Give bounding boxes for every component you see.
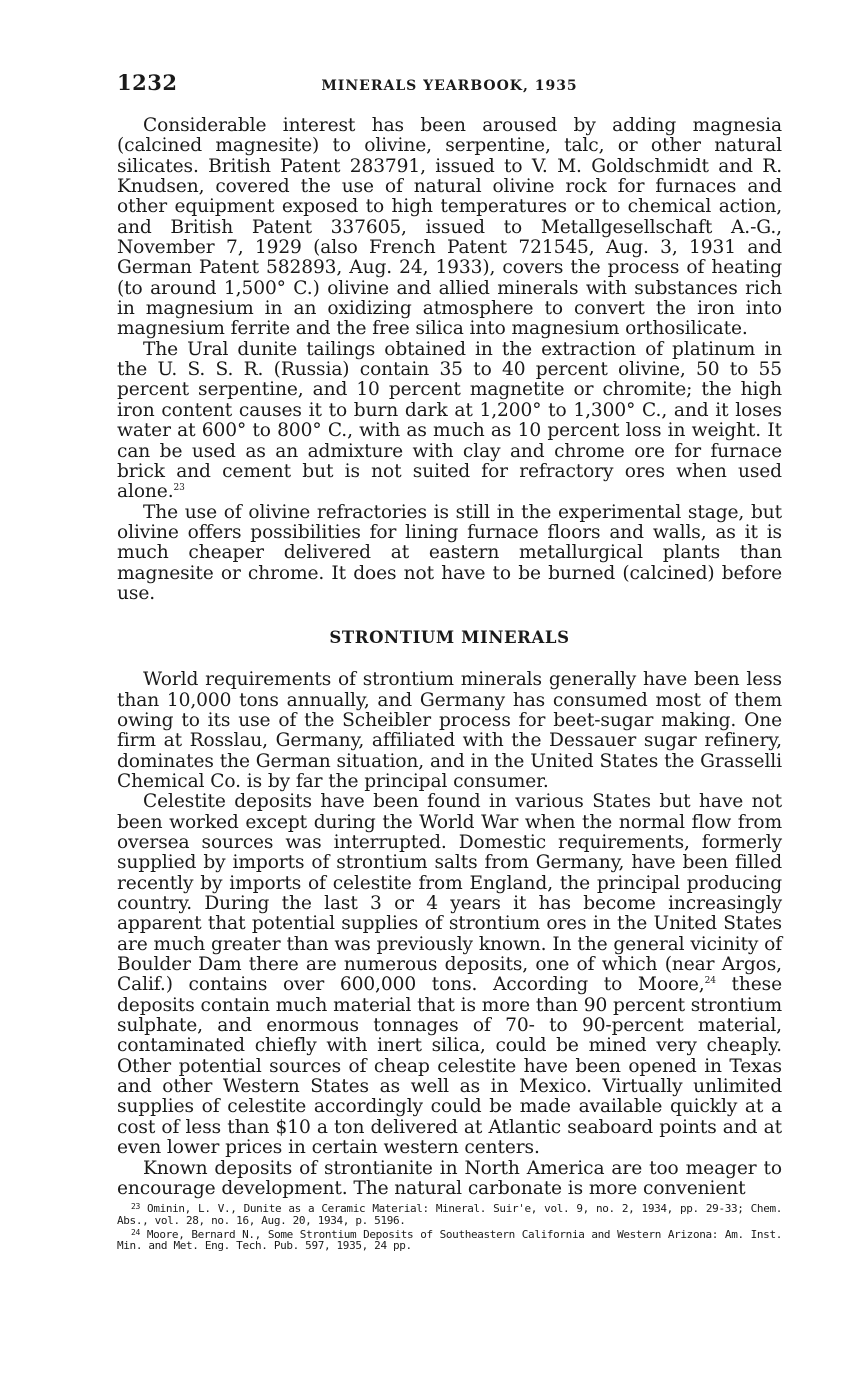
paragraph-magnesia-patents: Considerable interest has been aroused by adding magnesia (calcined magnesite) to olivine, serpentine, talc, or other natural silicates. British Patent 283791, issued to V. M. Goldschmidt and R. Knudsen, covered the use of natural olivine rock for furnaces and other equipment exposed to high temperatures or to chemical action, and British Patent 337605, issued to Metallgesellschaft A.-G., November 7, 1929 (also French Patent 721545, Aug. 3, 1931 and German Patent 582893, Aug. 24, 1933), covers the process of heating (to around 1,500° C.) olivine and allied minerals with substances rich in magnesium in an oxidizing atmosphere to convert the iron into magnesium ferrite and the free silica into magnesium orthosilicate. — [117, 115, 782, 340]
paragraph-celestite-text-a: Celestite deposits have been found in various States but have not been worked except during the World War when the normal flow from oversea sources was interrupted. Domestic requirements, formerly supplied by imports of strontium salts from Germany, have been filled recently by imports of celestite from England, the principal producing country. During the last 3 or 4 years it has become increasingly apparent that potential supplies of strontium ores in the United States are much greater than was previously known. In the general vicinity of Boulder Dam there are numerous deposits, one of which (near Argos, Calif.) contains over 600,000 tons. According to Moore, — [117, 791, 782, 996]
body-text — [117, 116, 782, 1199]
footnote-mark: 23 — [131, 1202, 140, 1211]
paragraph-celestite-text-b: these deposits contain much material that is more than 90 percent strontium sulphate, and enormous tonnages of 70- to 90-percent material, contaminated chiefly with inert silica, could be mined very cheaply. Other potential sources of cheap celestite have been opened in Texas and other Western States as well as in Mexico. Virtually unlimited supplies of celestite accordingly could be made available quickly at a cost of less than $10 a ton delivered at Atlantic seaboard points and at even lower prices in certain western centers. — [117, 974, 783, 1159]
paragraph-strontianite: Known deposits of strontianite in North America are too meager to encourage development. The natural carbonate is more convenient — [117, 1157, 782, 1199]
footnote-text: Ominin, L. V., Dunite as a Ceramic Material: Mineral. Suir'e, vol. 9, no. 2, 1934, pp. 29-33; Chem. Abs., vol. 28, no. 16, Aug. 20, 1934, p. 5196. — [117, 1202, 783, 1227]
footnotes — [117, 1201, 782, 1252]
paragraph-world-requirements: World requirements of strontium minerals generally have been less than 10,000 tons annually, and Germany has consumed most of them owing to its use of the Scheibler process for beet-sugar making. One firm at Rosslau, Germany, affiliated with the Dessauer sugar refinery, dominates the German situation, and in the United States the Grasselli Chemical Co. is by far the principal consumer. — [117, 669, 782, 792]
running-title: MINERALS YEARBOOK, 1935 — [321, 78, 578, 94]
footnote-ref-23: 23 — [173, 483, 185, 494]
footnote-text: Moore, Bernard N., Some Strontium Deposits of Southeastern California and Western Arizona: Am. Inst. Min. and Met. Eng. Tech. Pub. 597, 1935, 24 pp. — [117, 1227, 782, 1253]
footnote-24 — [117, 1227, 782, 1253]
paragraph-celestite-deposits — [117, 792, 782, 1158]
section-heading-strontium: STRONTIUM MINERALS — [329, 628, 570, 648]
page-header — [117, 70, 782, 100]
footnote-ref-24: 24 — [704, 976, 716, 987]
paragraph-ural-dunite-text: The Ural dunite tailings obtained in the extraction of platinum in the U. S. S. R. (Russia) contain 35 to 40 percent olivine, 50 to 55 percent serpentine, and 10 percent magnetite or chromite; the high iron content causes it to burn dark at 1,200° to 1,300° C., and it loses water at 600° to 800° C., with as much as 10 percent loss in weight. It can be used as an admixture with clay and chrome ore for furnace brick and cement but is not suited for refractory ores when used alone. — [117, 338, 782, 503]
footnote-mark: 24 — [131, 1227, 140, 1237]
paragraph-olivine-refractories: The use of olivine refractories is still in the experimental stage, but olivine offers possibilities for lining furnace floors and walls, as it is much cheaper delivered at eastern metallurgical plants than magnesite or chrome. It does not have to be burned (calcined) before use. — [117, 501, 782, 604]
page-number: 1232 — [117, 70, 178, 95]
paragraph-ural-dunite — [117, 340, 782, 503]
footnote-23 — [117, 1201, 782, 1227]
